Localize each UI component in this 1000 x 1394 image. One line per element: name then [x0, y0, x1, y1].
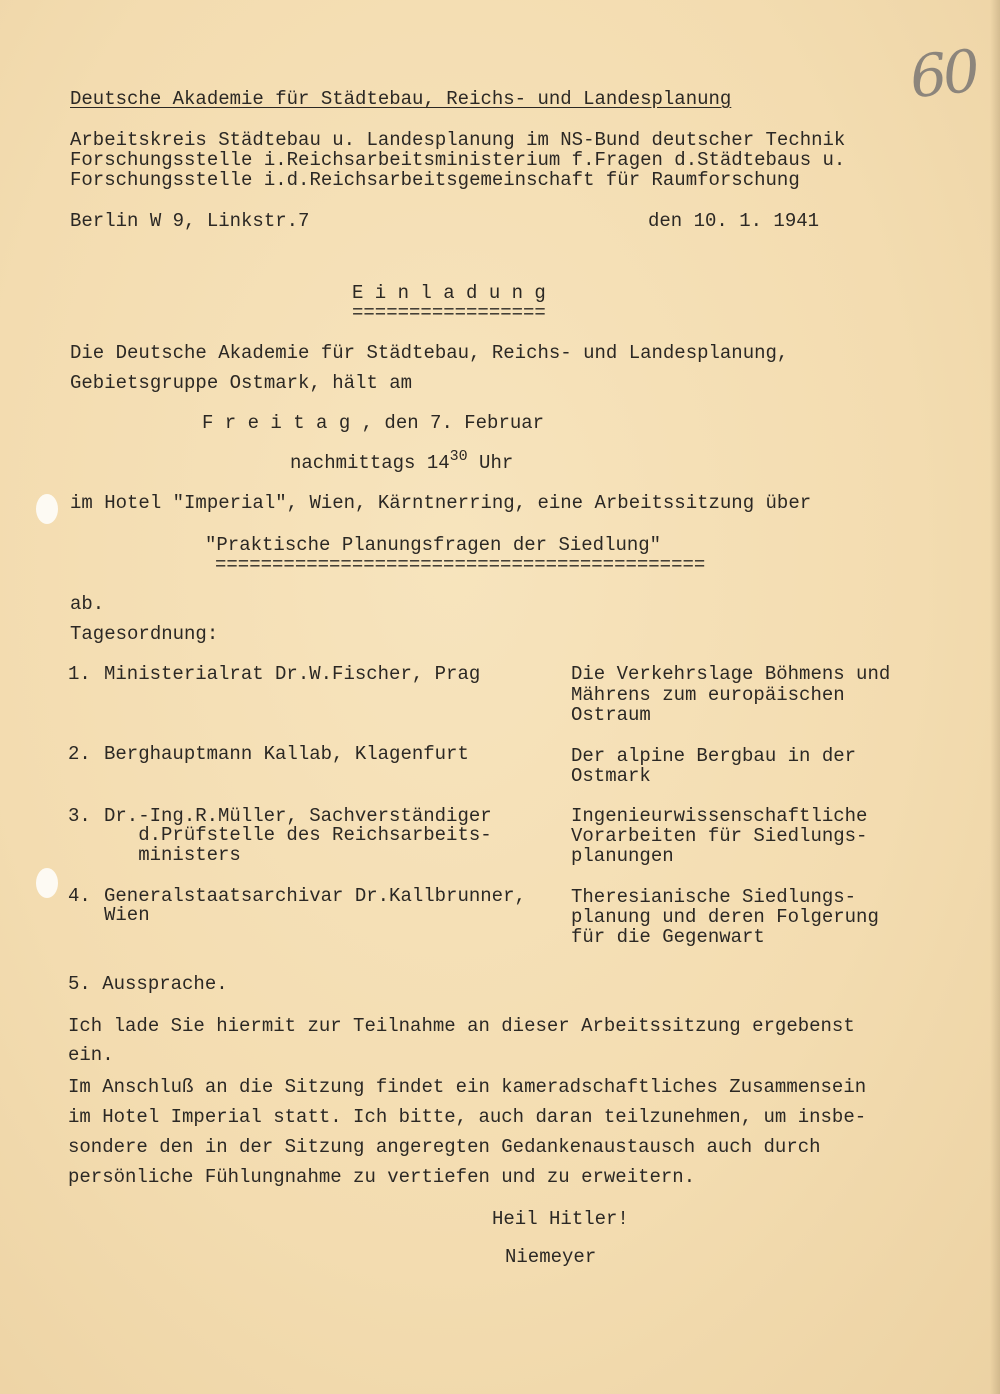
agenda-topic: Ingenieurwissenschaftliche	[571, 805, 868, 827]
agenda-number: 4.	[68, 885, 91, 907]
time-unit: Uhr	[467, 452, 514, 474]
time-minutes: 30	[449, 448, 468, 465]
agenda-topic: Theresianische Siedlungs-	[571, 886, 857, 908]
meeting-day: F r e i t a g , den 7. Februar	[202, 412, 545, 434]
intro-line-1: Die Deutsche Akademie für Städtebau, Reichs- und Landesplanung,	[70, 342, 789, 364]
closing-line-6: persönliche Fühlungnahme zu vertiefen und zu erweitern.	[68, 1166, 696, 1188]
venue-line: im Hotel "Imperial", Wien, Kärntnerring, eine Arbeitssitzung über	[70, 492, 812, 514]
meeting-time	[290, 448, 514, 476]
academy-header: Deutsche Akademie für Städtebau, Reichs- und Landesplanung	[70, 88, 732, 110]
letter-date: den 10. 1. 1941	[648, 210, 820, 232]
closing-line-4: im Hotel Imperial statt. Ich bitte, auch daran teilzunehmen, um insbe-	[68, 1106, 867, 1128]
sender-address: Berlin W 9, Linkstr.7	[70, 210, 310, 232]
agenda-speaker: d.Prüfstelle des Reichsarbeits-	[104, 824, 492, 846]
agenda-topic: Der alpine Bergbau in der	[571, 745, 857, 767]
agenda-number: 2.	[68, 743, 91, 765]
intro-line-2: Gebietsgruppe Ostmark, hält am	[70, 372, 413, 394]
agenda-topic: Die Verkehrslage Böhmens und	[571, 663, 891, 685]
agenda-topic: Vorarbeiten für Siedlungs-	[571, 825, 868, 847]
agenda-label: Tagesordnung:	[70, 623, 219, 645]
closing-line-2: ein.	[68, 1044, 114, 1066]
agenda-item-discussion: 5. Aussprache.	[68, 973, 228, 995]
agenda-topic: Mährens zum europäischen	[571, 684, 845, 706]
meeting-topic: "Praktische Planungsfragen der Siedlung"	[205, 534, 662, 556]
agenda-topic: für die Gegenwart	[571, 926, 765, 948]
agenda-speaker: Dr.-Ing.R.Müller, Sachverständiger	[104, 805, 492, 827]
header-line-3: Forschungsstelle i.d.Reichsarbeitsgemeinschaft für Raumforschung	[70, 169, 800, 191]
punch-hole-top	[36, 494, 58, 524]
agenda-number: 3.	[68, 805, 91, 827]
header-line-2: Forschungsstelle i.Reichsarbeitsministerium f.Fragen d.Städtebaus u.	[70, 149, 846, 171]
agenda-topic: Ostmark	[571, 765, 651, 787]
agenda-speaker: Berghauptmann Kallab, Klagenfurt	[104, 743, 469, 765]
handwritten-page-number: 60	[906, 36, 980, 112]
agenda-speaker: Ministerialrat Dr.W.Fischer, Prag	[104, 663, 481, 685]
agenda-number: 1.	[68, 663, 91, 685]
document-title: E i n l a d u n g	[352, 282, 546, 304]
header-line-1: Arbeitskreis Städtebau u. Landesplanung im NS-Bund deutscher Technik	[70, 129, 846, 151]
topic-underline: ===========================================	[215, 554, 706, 576]
agenda-topic: Ostraum	[571, 704, 651, 726]
agenda-speaker: Generalstaatsarchivar Dr.Kallbrunner,	[104, 885, 526, 907]
signature: Niemeyer	[505, 1246, 597, 1268]
ab-text: ab.	[70, 593, 105, 615]
agenda-speaker: ministers	[104, 844, 241, 866]
closing-line-3: Im Anschluß an die Sitzung findet ein kameradschaftliches Zusammensein	[68, 1076, 867, 1098]
agenda-topic: planung und deren Folgerung	[571, 906, 879, 928]
time-hour: nachmittags 14	[290, 452, 450, 474]
punch-hole-bottom	[36, 868, 58, 898]
title-underline: =================	[352, 302, 546, 324]
greeting: Heil Hitler!	[492, 1208, 629, 1230]
closing-line-5: sondere den in der Sitzung angeregten Gedankenaustausch auch durch	[68, 1136, 821, 1158]
agenda-speaker: Wien	[104, 904, 150, 926]
closing-line-1: Ich lade Sie hiermit zur Teilnahme an dieser Arbeitssitzung ergebenst	[68, 1015, 855, 1037]
agenda-topic: planungen	[571, 845, 674, 867]
